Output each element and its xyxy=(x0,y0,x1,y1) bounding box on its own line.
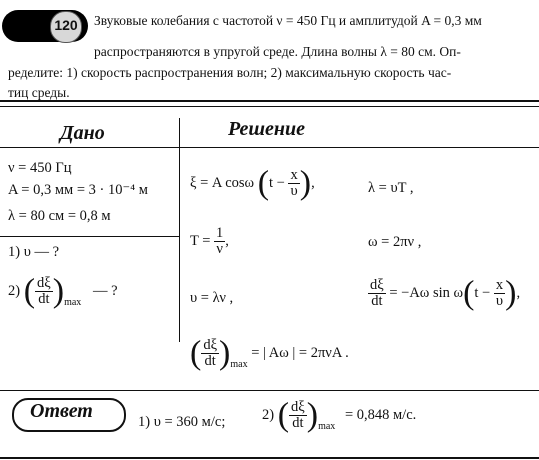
fraction-denominator: υ xyxy=(290,183,298,199)
max-velocity-rhs: = | Aω | = 2πνA . xyxy=(251,344,349,361)
problem-line-3: ределите: 1) скорость распространения волн; 2) максимальную скорость час- xyxy=(8,65,452,80)
fraction-numerator: x xyxy=(495,277,504,293)
phase-fraction xyxy=(288,168,299,199)
problem-number: 120 xyxy=(54,17,78,33)
period-fraction xyxy=(214,226,225,257)
derivative-fraction xyxy=(201,338,219,369)
max-subscript: max xyxy=(64,296,82,308)
answer-value: = 0,848 м/с. xyxy=(344,406,417,423)
find-wave-speed: 1) υ — ? xyxy=(8,244,60,260)
given-find-rule xyxy=(0,236,179,237)
header-rule xyxy=(0,147,539,148)
derivative-fraction xyxy=(368,278,386,309)
problem-line-4: тиц среды. xyxy=(8,85,70,100)
given-header: Дано xyxy=(60,122,105,144)
problem-line-1: Звуковые колебания с частотой ν = 450 Гц и амплитудой A = 0,3 мм xyxy=(94,13,482,28)
column-divider xyxy=(179,118,180,342)
left-paren: ( xyxy=(23,272,36,310)
speed-equation: υ = λν , xyxy=(190,290,234,306)
right-paren: ) xyxy=(52,272,65,310)
fraction-numerator: dξ xyxy=(291,399,305,415)
max-subscript: max xyxy=(318,420,336,432)
angular-frequency-equation: ω = 2πν , xyxy=(368,234,422,250)
answer-number: 2) xyxy=(262,406,275,423)
punctuation: , xyxy=(516,284,521,301)
bottom-rule-thick xyxy=(0,457,539,459)
bottom-rule-thin xyxy=(0,390,539,391)
fraction-denominator: dt xyxy=(292,415,304,431)
max-velocity-equation xyxy=(190,334,349,372)
right-paren: ) xyxy=(306,396,319,434)
wavelength-equation: λ = υT , xyxy=(368,180,414,196)
fraction-denominator: υ xyxy=(495,293,504,309)
max-subscript: max xyxy=(230,358,248,370)
displacement-equation xyxy=(190,164,315,202)
answer-label: Ответ xyxy=(30,400,93,422)
velocity-rhs: = −Aω sin ω xyxy=(389,284,464,301)
find-number: 2) xyxy=(8,282,21,299)
left-paren: ( xyxy=(190,334,202,372)
solution-header: Решение xyxy=(228,118,306,140)
fraction-numerator: x xyxy=(290,167,298,183)
fraction-numerator: 1 xyxy=(216,225,224,241)
left-paren: ( xyxy=(277,396,290,434)
problem-line-2: распространяются в упругой среде. Длина волны λ = 80 см. Оп- xyxy=(94,44,461,59)
fraction-denominator: dt xyxy=(204,353,216,369)
left-paren: ( xyxy=(257,164,270,202)
left-paren: ( xyxy=(463,274,475,312)
phase-term: t − xyxy=(269,174,285,191)
displacement-lhs: ξ = A cosω xyxy=(190,174,255,191)
fraction-numerator: dξ xyxy=(37,275,51,291)
fraction-numerator: dξ xyxy=(203,337,218,353)
find-question: — ? xyxy=(92,282,118,299)
fraction-denominator: ν xyxy=(216,241,223,257)
answer-wave-speed: 1) υ = 360 м/с; xyxy=(138,414,226,430)
find-max-particle-speed xyxy=(8,272,118,310)
punctuation: , xyxy=(225,232,229,249)
derivative-fraction xyxy=(289,400,307,431)
phase-fraction xyxy=(494,278,505,309)
fraction-denominator: dt xyxy=(371,293,383,309)
fraction-denominator: dt xyxy=(38,291,50,307)
top-rule-thin xyxy=(0,106,539,107)
period-lhs: T = xyxy=(190,232,211,249)
right-paren: ) xyxy=(299,164,312,202)
given-wavelength: λ = 80 см = 0,8 м xyxy=(8,208,111,224)
velocity-equation xyxy=(368,274,521,312)
right-paren: ) xyxy=(505,274,517,312)
given-amplitude: A = 0,3 мм = 3 · 10⁻⁴ м xyxy=(8,182,148,198)
answer-max-speed xyxy=(262,396,417,434)
period-equation xyxy=(190,226,229,257)
derivative-fraction xyxy=(35,276,53,307)
top-rule-thick xyxy=(0,100,539,102)
fraction-numerator: dξ xyxy=(370,277,384,293)
given-frequency: ν = 450 Гц xyxy=(8,160,72,176)
phase-term: t − xyxy=(474,284,491,301)
punctuation: , xyxy=(311,174,315,191)
right-paren: ) xyxy=(219,334,231,372)
